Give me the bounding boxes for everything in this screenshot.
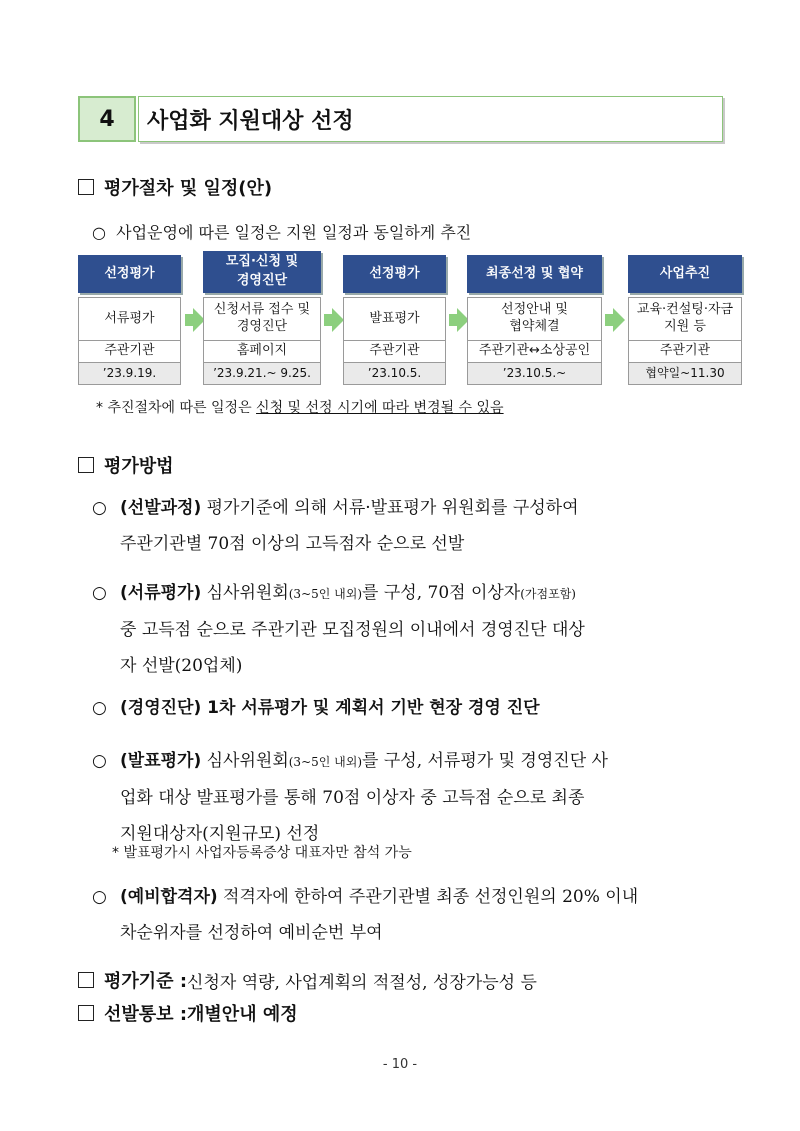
method-item-text: 평가기준에 의해 서류·발표평가 위원회를 구성하여 bbox=[201, 498, 579, 518]
method-item-text: 자 선발(20업체) bbox=[120, 656, 243, 676]
method-item-text: 차순위자를 선정하여 예비순번 부여 bbox=[120, 923, 383, 943]
method-item-small: (3~5인 내외) bbox=[288, 587, 363, 601]
checkbox-square-icon bbox=[78, 972, 94, 988]
circle-bullet-icon: ○ bbox=[92, 498, 107, 518]
criteria-label: 평가기준 : bbox=[104, 971, 188, 992]
schedule-note bbox=[96, 397, 504, 417]
method-item-text: 를 구성, 서류평가 및 경영진단 사 bbox=[362, 751, 608, 771]
checkbox-square-icon bbox=[78, 457, 94, 473]
method-item-presentation bbox=[120, 743, 732, 852]
notice-text: 개별안내 예정 bbox=[187, 1004, 298, 1025]
schedule-intro-text: 사업운영에 따른 일정은 지원 일정과 동일하게 추진 bbox=[116, 223, 472, 242]
method-item-label: (경영진단) bbox=[120, 698, 202, 718]
flow-step-2 bbox=[203, 255, 321, 385]
flow-step-content: 선정안내 및 협약체결 bbox=[467, 297, 602, 341]
method-item-text: 중 고득점 순으로 주관기관 모집정원의 이내에서 경영진단 대상 bbox=[120, 620, 585, 640]
presentation-note: * 발표평가시 사업자등록증상 대표자만 참석 가능 bbox=[112, 845, 412, 861]
method-item-text: 심사위원회 bbox=[201, 583, 289, 603]
circle-bullet-icon: ○ bbox=[92, 887, 107, 907]
method-item-small: (3~5인 내외) bbox=[288, 755, 363, 769]
method-item-label: (예비합격자) bbox=[120, 887, 218, 907]
schedule-intro bbox=[92, 220, 471, 243]
flow-step-org: 주관기관 bbox=[78, 341, 181, 363]
section-number: 4 bbox=[78, 96, 136, 142]
flow-step-4 bbox=[467, 255, 602, 385]
flow-step-header: 최종선정 및 협약 bbox=[467, 255, 602, 293]
method-item-label: (발표평가) bbox=[120, 751, 202, 771]
notice-label: 선발통보 : bbox=[104, 1004, 188, 1025]
schedule-note-underlined: 신청 및 선정 시기에 따라 변경될 수 있음 bbox=[256, 400, 504, 416]
method-item-label: (서류평가) bbox=[120, 583, 202, 603]
flow-step-date: ’23.9.21.~ 9.25. bbox=[203, 363, 321, 385]
page-number: - 10 - bbox=[382, 1057, 418, 1072]
schedule-heading bbox=[78, 174, 272, 200]
flow-step-date: ’23.10.5. bbox=[343, 363, 446, 385]
flow-step-content: 발표평가 bbox=[343, 297, 446, 341]
circle-bullet-icon: ○ bbox=[92, 223, 106, 242]
arrow-right-icon bbox=[613, 308, 625, 332]
method-item-selection bbox=[120, 490, 732, 562]
method-item-document bbox=[120, 575, 732, 684]
method-item-text: 1차 서류평가 및 계획서 기반 현장 경영 진단 bbox=[201, 698, 540, 718]
flow-step-content: 신청서류 접수 및 경영진단 bbox=[203, 297, 321, 341]
method-heading-text: 평가방법 bbox=[104, 456, 174, 477]
method-item-text: 지원대상자(지원규모) 선정 bbox=[120, 824, 320, 844]
schedule-heading-text: 평가절차 및 일정(안) bbox=[104, 178, 273, 199]
method-item-small: (가점포함) bbox=[520, 587, 576, 601]
method-item-text: 적격자에 한하여 주관기관별 최종 선정인원의 20% 이내 bbox=[217, 887, 639, 907]
flow-step-header: 선정평가 bbox=[78, 255, 181, 293]
flow-step-3 bbox=[343, 255, 446, 385]
circle-bullet-icon: ○ bbox=[92, 583, 107, 603]
method-item-label: (선발과정) bbox=[120, 498, 202, 518]
criteria-row bbox=[78, 967, 537, 993]
method-item-reserve bbox=[120, 879, 732, 951]
flow-step-content: 교육·컨설팅·자금 지원 등 bbox=[628, 297, 742, 341]
criteria-text: 신청자 역량, 사업계획의 적절성, 성장가능성 등 bbox=[187, 972, 537, 993]
flow-step-5 bbox=[628, 255, 742, 385]
flow-step-date: ’23.10.5.~ bbox=[467, 363, 602, 385]
checkbox-square-icon bbox=[78, 1005, 94, 1021]
notice-row bbox=[78, 1000, 298, 1026]
flow-step-org: 주관기관 bbox=[628, 341, 742, 363]
method-item-text: 를 구성, 70점 이상자 bbox=[362, 583, 521, 603]
method-item-diagnosis bbox=[120, 690, 732, 726]
circle-bullet-icon: ○ bbox=[92, 751, 107, 771]
flow-step-org: 주관기관 bbox=[343, 341, 446, 363]
method-heading bbox=[78, 452, 174, 478]
circle-bullet-icon: ○ bbox=[92, 698, 107, 718]
checkbox-square-icon bbox=[78, 179, 94, 195]
flow-step-content: 서류평가 bbox=[78, 297, 181, 341]
method-item-text: 심사위원회 bbox=[201, 751, 289, 771]
flow-step-header: 선정평가 bbox=[343, 255, 446, 293]
method-item-text: 주관기관별 70점 이상의 고득점자 순으로 선발 bbox=[120, 534, 465, 554]
flow-step-header: 모집·신청 및 경영진단 bbox=[203, 251, 321, 293]
flow-step-header: 사업추진 bbox=[628, 255, 742, 293]
flow-step-1 bbox=[78, 255, 181, 385]
flow-step-date: 협약일~11.30 bbox=[628, 363, 742, 385]
flow-step-org: 홈페이지 bbox=[203, 341, 321, 363]
section-title: 사업화 지원대상 선정 bbox=[138, 96, 723, 142]
flow-step-org: 주관기관↔소상공인 bbox=[467, 341, 602, 363]
method-item-text: 업화 대상 발표평가를 통해 70점 이상자 중 고득점 순으로 최종 bbox=[120, 788, 585, 808]
flow-step-date: ’23.9.19. bbox=[78, 363, 181, 385]
schedule-note-prefix: * 추진절차에 따른 일정은 bbox=[96, 400, 257, 416]
